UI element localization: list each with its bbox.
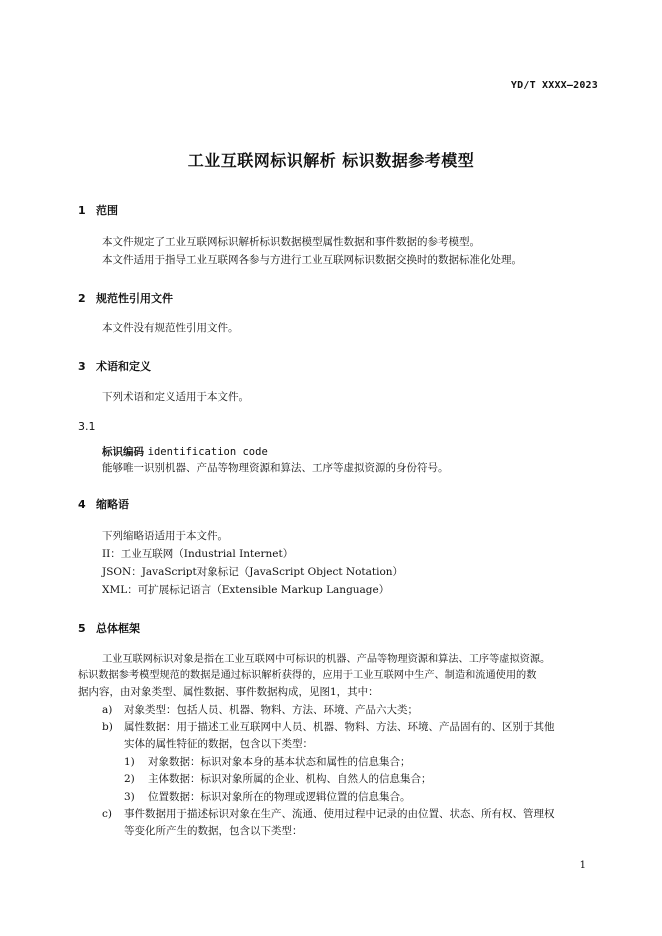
- list-text-continued: 等变化所产生的数据，包含以下类型：: [124, 825, 303, 837]
- list-label: b): [102, 721, 113, 733]
- abbreviation-item: JSON：JavaScript对象标记（JavaScript Object Notation）: [102, 566, 404, 578]
- section-2-heading: [78, 290, 173, 306]
- list-text-continued: 实体的属性特征的数据，包含以下类型：: [124, 738, 313, 750]
- paragraph: 据内容，由对象类型、属性数据、事件数据构成，见图1，其中：: [78, 686, 379, 698]
- paragraph: 工业互联网标识对象是指在工业互联网中可标识的机器、产品等物理资源和算法、工序等虚拟资源。: [102, 654, 551, 665]
- sub-list-item: [124, 789, 411, 805]
- section-title: 总体框架: [96, 622, 140, 635]
- section-1-heading: [78, 202, 118, 218]
- section-title: 缩略语: [96, 498, 129, 511]
- list-text: 属性数据：用于描述工业互联网中人员、机器、物料、方法、环境、产品固有的、区别于其他: [124, 721, 555, 733]
- section-number: 1: [78, 204, 86, 217]
- list-label: 1): [124, 756, 135, 768]
- list-text: 对象数据：标识对象本身的基本状态和属性的信息集合；: [148, 756, 411, 768]
- term-number: 3.1: [78, 420, 96, 433]
- abbreviation-item: XML：可扩展标记语言（Extensible Markup Language）: [102, 584, 390, 596]
- list-text: 主体数据：标识对象所属的企业、机构、自然人的信息集合；: [148, 773, 432, 785]
- page-number: 1: [579, 860, 586, 871]
- section-title: 规范性引用文件: [96, 292, 173, 305]
- list-label: 2): [124, 773, 135, 785]
- document-title: 工业互联网标识解析 标识数据参考模型: [187, 151, 475, 170]
- list-label: 3): [124, 791, 135, 803]
- section-number: 2: [78, 292, 86, 305]
- list-label: a): [102, 704, 113, 716]
- standard-number: YD/T XXXX—2023: [510, 80, 598, 91]
- section-number: 5: [78, 622, 86, 635]
- abbreviation-item: II：工业互联网（Industrial Internet）: [102, 548, 294, 560]
- list-text: 对象类型：包括人员、机器、物料、方法、环境、产品六大类；: [124, 704, 418, 716]
- paragraph: 下列缩略语适用于本文件。: [102, 530, 228, 542]
- section-4-heading: [78, 496, 129, 512]
- list-item: [102, 806, 555, 822]
- list-item: [102, 702, 418, 718]
- paragraph: 本文件适用于指导工业互联网各参与方进行工业互联网标识数据交换时的数据标准化处理。: [102, 254, 522, 266]
- term-english: identification code: [147, 446, 268, 458]
- paragraph: 标识数据参考模型规范的数据是通过标识解析获得的，应用于工业互联网中生产、制造和流通使用的数: [78, 670, 537, 681]
- sub-list-item: [124, 754, 411, 770]
- section-3-heading: [78, 358, 151, 374]
- sub-list-item: [124, 771, 432, 787]
- term-chinese: 标识编码: [102, 446, 144, 458]
- section-number: 3: [78, 360, 86, 373]
- list-text: 事件数据用于描述标识对象在生产、流通、使用过程中记录的由位置、状态、所有权、管理权: [124, 808, 555, 820]
- section-5-heading: [78, 620, 140, 636]
- section-number: 4: [78, 498, 86, 511]
- paragraph: 下列术语和定义适用于本文件。: [102, 391, 249, 403]
- section-title: 术语和定义: [96, 360, 151, 373]
- paragraph: 本文件规定了工业互联网标识解析标识数据模型属性数据和事件数据的参考模型。: [102, 236, 480, 248]
- paragraph: 本文件没有规范性引用文件。: [102, 322, 239, 334]
- list-label: c): [102, 808, 112, 820]
- term-definition: 能够唯一识别机器、产品等物理资源和算法、工序等虚拟资源的身份符号。: [102, 462, 449, 474]
- section-title: 范围: [96, 204, 118, 217]
- term-entry: [102, 444, 268, 459]
- list-item: [102, 719, 555, 735]
- list-text: 位置数据：标识对象所在的物理或逻辑位置的信息集合。: [148, 791, 411, 803]
